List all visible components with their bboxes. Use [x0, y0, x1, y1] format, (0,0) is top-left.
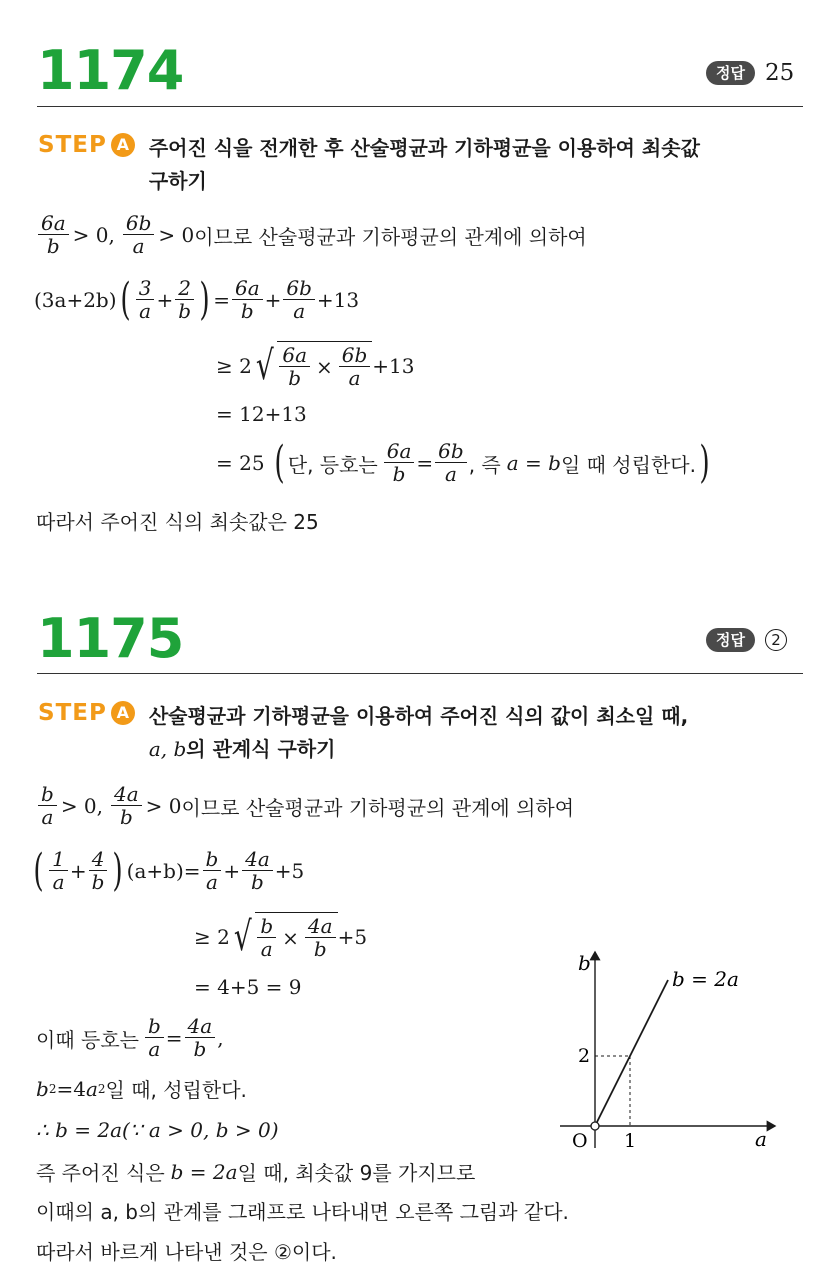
step-tag: STEP A	[38, 132, 135, 158]
graph-b-equals-2a	[550, 940, 790, 1155]
answer-1174	[706, 60, 794, 86]
y-axis-label: b	[578, 951, 591, 975]
line-b-2a	[595, 980, 668, 1126]
step-title: 산술평균과 기하평균을 이용하여 주어진 식의 값이 최소일 때, a, b의 관계식 구하기	[148, 704, 689, 761]
step-a-icon: A	[111, 701, 135, 725]
answer-value: 25	[764, 60, 795, 86]
x-axis-label: a	[755, 1127, 767, 1151]
divider	[37, 106, 803, 107]
answer-badge: 정답	[706, 61, 755, 85]
answer-1175	[706, 628, 787, 652]
final-line: 따라서 바르게 나타낸 것은 ②이다.	[36, 1240, 337, 1264]
equality-condition: 이때 등호는 $\frac{b}{a}$ = $\frac{4a}{b}$ ,	[36, 1014, 224, 1061]
x-tick-label: 1	[624, 1130, 637, 1152]
divider	[37, 673, 803, 674]
step-title: 주어진 식을 전개한 후 산술평균과 기하평균을 이용하여 최솟값 구하기	[148, 136, 700, 193]
problem-number-1175: 1175	[37, 607, 184, 670]
equation-line-2: ≥ 2 √ $\frac{b}{a}$ × $\frac{4a}{b}$ +5	[194, 913, 368, 961]
equation-line-1: (3a+2b) ( $\frac{3}{a}$ + $\frac{2}{b}$ ) = $\frac{6a}{b}$ + $\frac{6b}{a}$ +13	[34, 274, 360, 325]
graph-line: 이때의 a, b의 관계를 그래프로 나타내면 오른쪽 그림과 같다.	[36, 1200, 569, 1224]
step-a-1175	[38, 700, 798, 766]
b-squared-line: b 2 =4 a 2 일 때, 성립한다.	[36, 1076, 247, 1102]
step-tag: STEP A	[38, 700, 135, 726]
y-tick-label: 2	[578, 1045, 591, 1067]
problem-number-1174: 1174	[37, 39, 184, 102]
equation-line-2: ≥ 2 √ $\frac{6a}{b}$ × $\frac{6b}{a}$ +13	[216, 342, 415, 390]
line-label: b = 2a	[672, 967, 739, 991]
origin-point	[591, 1122, 599, 1130]
answer-value: 2	[765, 629, 787, 651]
conclusion-1174: 따라서 주어진 식의 최솟값은 25	[36, 510, 319, 534]
equation-line-3: = 4+5 = 9	[194, 975, 302, 999]
step-a-1174	[38, 132, 798, 198]
equation-line-4: = 25 ( 단, 등호는 $\frac{6a}{b}$ = $\frac{6b}{a}$ , 즉 a = b 일 때 성립한다. )	[216, 437, 710, 488]
condition-line-1174: $\frac{6a}{b}$ > 0, $\frac{6b}{a}$ > 0 이므로 산술평균과 기하평균의 관계에 의하여	[36, 212, 587, 258]
equation-line-3: = 12+13	[216, 402, 307, 426]
answer-badge: 정답	[706, 628, 755, 652]
step-a-icon: A	[111, 133, 135, 157]
condition-line-1175: $\frac{b}{a}$ > 0, $\frac{4a}{b}$ > 0 이므로 산술평균과 기하평균의 관계에 의하여	[36, 783, 574, 829]
minimum-line: 즉 주어진 식은 b = 2a 일 때, 최솟값 9를 가지므로	[36, 1159, 476, 1185]
equation-line-1: ( $\frac{1}{a}$ + $\frac{4}{b}$ ) (a+b) = $\frac{b}{a}$ + $\frac{4a}{b}$ +5	[33, 845, 305, 896]
origin-label: O	[572, 1130, 588, 1152]
therefore-line: ∴ b = 2a(∵ a > 0, b > 0)	[36, 1118, 279, 1142]
